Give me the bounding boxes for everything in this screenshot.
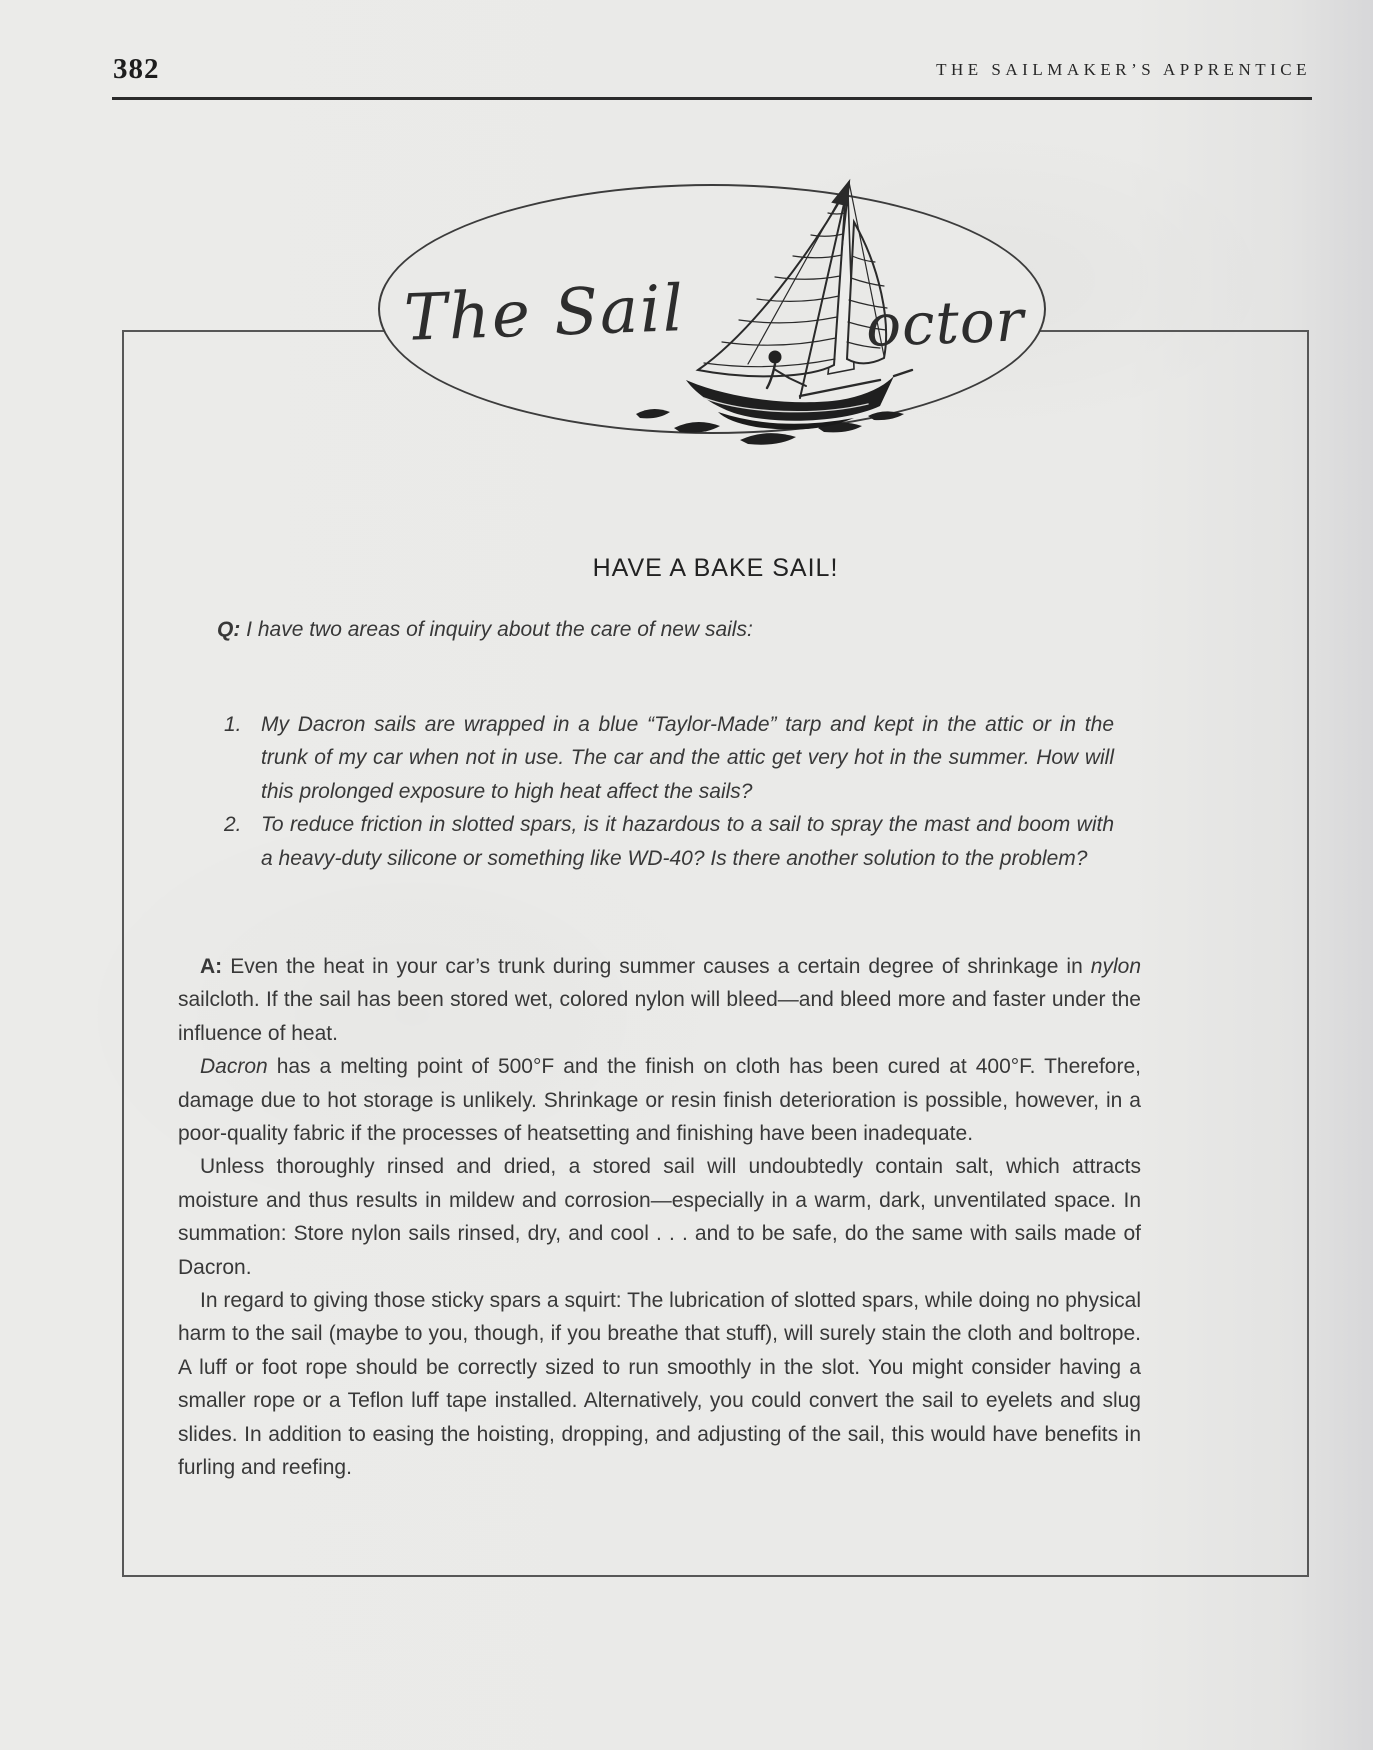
question-item-text: To reduce friction in slotted spars, is it hazardous to a sail to spray the mast and boom with a heavy-duty silicone or something like WD-40? Is there another solution to the problem? (261, 813, 1114, 870)
question-intro-text: I have two areas of inquiry about the care of new sails: (246, 618, 753, 641)
header-rule (112, 97, 1312, 100)
answer-text-emphasis: Dacron (200, 1055, 268, 1079)
question-label: Q: (217, 618, 241, 641)
question-item (224, 708, 1240, 808)
article-frame (122, 330, 1309, 1577)
answer-paragraph (178, 950, 1141, 1050)
article-heading: HAVE A BAKE SAIL! (592, 554, 839, 582)
answer-label: A: (200, 955, 223, 978)
question-intro (217, 618, 753, 642)
answer-text: sailcloth. If the sail has been stored wet, colored nylon will bleed—and bleed more and faster under the influence of heat. (178, 988, 1141, 1045)
logo-text-the-sail: The Sail (402, 272, 687, 356)
logo-text-octor: octor (864, 286, 1026, 360)
question-item-number: 2. (224, 813, 242, 837)
answer-text: Even the heat in your car’s trunk during summer causes a certain degree of shrinkage in (230, 955, 1091, 978)
answer-text-emphasis: nylon (1090, 955, 1141, 978)
running-title: THE SAILMAKER’S APPRENTICE (936, 60, 1311, 79)
question-list (224, 708, 1240, 875)
question-item-number: 1. (224, 713, 242, 736)
answer-paragraph (178, 1050, 1141, 1150)
answer-paragraph: In regard to giving those sticky spars a squirt: The lubrication of slotted spars, while doing no physical harm to the sail (maybe to you, though, if you breathe that stuff), will surely stain the cloth and boltrope. A luff or foot rope should be correctly sized to run smoothly in the slot. You might consider having a smaller rope or a Teflon luff tape installed. Alternatively, you could convert the sail to eyelets and slug slides. In addition to easing the hoisting, dropping, and adjusting of the sail, this would have benefits in furling and reefing. (178, 1289, 1141, 1480)
answer-text: has a melting point of 500°F and the finish on cloth has been cured at 400°F. Therefore, damage due to hot storage is unlikely. Shrinkage or resin finish deterioration is possible, however, in a poor-quality fabric if the processes of heatsetting and finishing have been inadequate. (178, 1055, 1141, 1146)
question-item (224, 808, 1240, 875)
page-number: 382 (113, 53, 160, 85)
answer-paragraph: Unless thoroughly rinsed and dried, a stored sail will undoubtedly contain salt, which attracts moisture and thus results in mildew and corrosion—especially in a warm, dark, unventilated space. In summation: Store nylon sails rinsed, dry, and cool . . . and to be safe, do the same with sails made of Dacron. (178, 1155, 1141, 1279)
question-item-text: My Dacron sails are wrapped in a blue “Taylor-Made” tarp and kept in the attic or in the trunk of my car when not in use. The car and the attic get very hot in the summer. How will this prolonged exposure to high heat affect the sails? (261, 713, 1114, 803)
answer-block (178, 950, 1141, 1485)
